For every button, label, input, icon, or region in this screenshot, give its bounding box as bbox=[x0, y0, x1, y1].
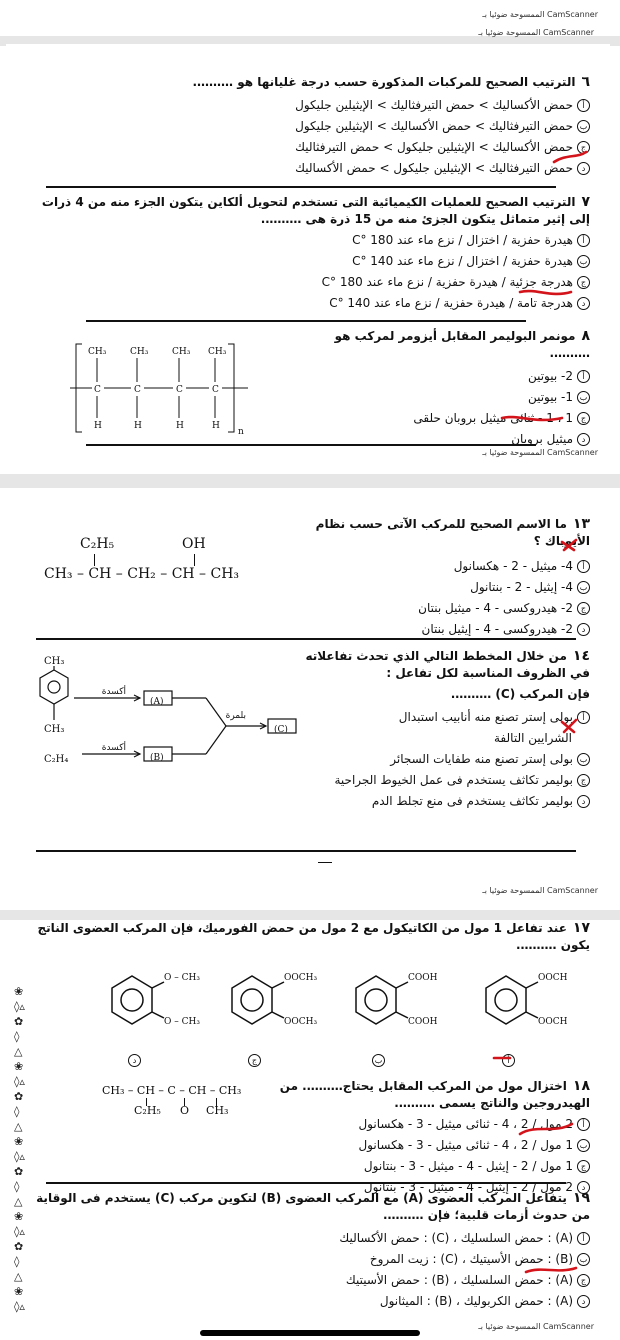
answer-tick-q7 bbox=[520, 291, 571, 294]
question-number: ١٩ bbox=[572, 1190, 590, 1206]
hydrogen-label: H bbox=[134, 421, 142, 431]
arrow-a-label: (A) bbox=[150, 697, 164, 707]
option-mark: أ bbox=[577, 370, 590, 383]
option-mark: ب bbox=[577, 391, 590, 404]
option-mark: د bbox=[577, 1181, 590, 1194]
sidebar-glyphs: ❀◊▵✿◊△❀◊▵✿◊△❀◊▵✿◊△❀◊▵✿◊△❀◊▵ bbox=[14, 985, 25, 1313]
question-text: ما الاسم الصحيح للمركب الآتى حسب نظام الأيوباك ؟ bbox=[315, 517, 590, 548]
question-text: من خلال المخطط التالي الذي تحدث تفاعلاته bbox=[305, 649, 567, 663]
option-mark: أ bbox=[502, 1054, 515, 1067]
option-text: 1 مول / 2 ، 4 - ثنائى ميثيل - 3 - هكسانول bbox=[358, 1138, 573, 1152]
formula-substituent: O bbox=[180, 1104, 190, 1117]
formula-substituent: C₂H₅ bbox=[134, 1104, 161, 1117]
option-mark: د bbox=[577, 795, 590, 808]
option-text: بوليمر تكاثف يستخدم فى منع تجلط الدم bbox=[371, 794, 573, 808]
option-mark: أ bbox=[577, 711, 590, 724]
option-text: 1 ، 1 - ثنائى ميثيل بروبان حلقى bbox=[413, 411, 573, 425]
option-mark: ج bbox=[248, 1054, 261, 1067]
group-label: OOCH₃ bbox=[284, 1017, 318, 1027]
formula-substituent: C₂H₅ bbox=[80, 536, 115, 552]
option-mark: ج bbox=[577, 774, 590, 787]
home-indicator[interactable] bbox=[200, 1330, 420, 1336]
option-text: هدرجة تامة / هيدرة حفزية / نزع ماء عند 140 °C bbox=[329, 296, 573, 310]
ch3-label: CH₃ bbox=[88, 347, 107, 357]
ch3-label: CH₃ bbox=[208, 347, 227, 357]
question-number: ٧ bbox=[581, 194, 590, 210]
option-mark: ج bbox=[577, 141, 590, 154]
group-label: OOCH₃ bbox=[284, 973, 318, 983]
option-text: 1 مول / 2 - إيثيل - 4 - ميثيل - 3 - بنتانول bbox=[363, 1159, 573, 1173]
carbon-label: C bbox=[212, 385, 219, 395]
carbon-label: C bbox=[176, 385, 183, 395]
ch3-label: CH₃ bbox=[172, 347, 191, 357]
formula-main-chain: CH₃ – CH – CH₂ – CH – CH₃ bbox=[44, 566, 240, 582]
group-label: OOCH bbox=[538, 1017, 568, 1027]
option-text: ميثيل بروبان bbox=[511, 432, 573, 446]
group-label: COOH bbox=[408, 973, 438, 983]
option-mark: د bbox=[577, 433, 590, 446]
oxidation-label: أكسدة bbox=[101, 687, 126, 697]
hydrogen-label: H bbox=[212, 421, 220, 431]
ethene-label: C₂H₄ bbox=[44, 754, 69, 765]
option-mark: أ bbox=[577, 234, 590, 247]
option-text: 2- هيدروكسى - 4 - إيثيل بنتان bbox=[421, 622, 573, 636]
question-text: يتفاعل المركب العضوى (A) مع المركب العضوى (B) لتكوين مركب (C) يستخدم فى الوقاية من حدوث أزمات قلبية؛ فإن ………. bbox=[36, 1191, 590, 1222]
repeat-n-label: n bbox=[238, 427, 244, 437]
option-mark: أ bbox=[577, 1232, 590, 1245]
scanned-page-3 bbox=[6, 920, 610, 1340]
ch3-label: CH₃ bbox=[44, 656, 65, 667]
scanned-page-1 bbox=[6, 28, 610, 460]
option-mark: ب bbox=[577, 1253, 590, 1266]
option-mark: ج bbox=[577, 1160, 590, 1173]
option-text: 2- هيدروكسى - 4 - ميثيل بنتان bbox=[418, 601, 573, 615]
formula-substituent: CH₃ bbox=[206, 1104, 229, 1117]
ch3-label: CH₃ bbox=[44, 724, 65, 735]
camscanner-label: الممسوحة ضوئيا بـ CamScanner bbox=[482, 448, 598, 457]
option-mark: أ bbox=[577, 99, 590, 112]
option-mark: د bbox=[577, 1295, 590, 1308]
group-label: O – CH₃ bbox=[164, 1017, 200, 1027]
handwritten-marks bbox=[6, 44, 610, 460]
handwritten-marks bbox=[6, 920, 610, 1340]
camscanner-label: الممسوحة ضوئيا بـ CamScanner bbox=[478, 1322, 594, 1331]
option-text: حمض الأكساليك > حمض التيرفثاليك > الإيثيلين جليكول bbox=[295, 98, 573, 112]
option-mark: ب bbox=[577, 581, 590, 594]
arrow-b-label: (B) bbox=[150, 753, 164, 763]
camscanner-label: الممسوحة ضوئيا بـ CamScanner bbox=[482, 886, 598, 895]
option-mark: ج bbox=[577, 602, 590, 615]
question-text: فإن المركب (C) ………. bbox=[450, 687, 590, 701]
question-text: اختزال مول من المركب المقابل يحتاج………. من الهيدروجين والناتج يسمى ………. bbox=[279, 1079, 590, 1110]
option-text: بوليمر تكاثف يستخدم فى عمل الخيوط الجراحية bbox=[334, 773, 573, 787]
option-text: 4- ميثيل - 2 - هكسانول bbox=[453, 559, 573, 573]
answer-tick-q19 bbox=[526, 1268, 576, 1272]
question-text: في الظروف المناسبة لكل تفاعل : bbox=[386, 666, 590, 680]
polymerization-label: بلمرة bbox=[225, 711, 246, 721]
option-mark: د bbox=[577, 297, 590, 310]
option-text: 1- بيوتين bbox=[527, 390, 573, 404]
option-text: (A) : حمض الكربوليك ، (B) : الميثانول bbox=[379, 1294, 573, 1308]
formula-main-chain: CH₃ – CH – C – CH – CH₃ bbox=[102, 1084, 242, 1097]
option-text: حمض التيرفثاليك > الإيثيلين جليكول > حمض الأكساليك bbox=[295, 161, 573, 175]
answer-tick-q14 bbox=[562, 720, 576, 732]
option-text: بولى إستر تصنع منه طفايات السجائر bbox=[390, 752, 573, 766]
scanned-page-2 bbox=[6, 488, 610, 868]
option-mark: ب bbox=[577, 120, 590, 133]
option-mark: أ bbox=[577, 560, 590, 573]
question-number: ٦ bbox=[581, 74, 590, 90]
option-text: حمض التيرفثاليك > حمض الأكساليك > الإيثيلين جليكول bbox=[295, 119, 573, 133]
oxidation-label: أكسدة bbox=[101, 743, 126, 753]
question-text: الترتيب الصحيح للمركبات المذكورة حسب درجة غليانها هو ………. bbox=[192, 75, 576, 89]
answer-tick-q13 bbox=[562, 540, 576, 550]
question-text: عند تفاعل 1 مول من الكاتيكول مع 2 مول من حمض الفورميك، فإن المركب العضوى الناتج يكون ………. bbox=[37, 921, 590, 952]
option-text: (B) : حمض الأسيتيك ، (C) : زيت المروخ bbox=[369, 1252, 573, 1266]
option-text: 2- بيوتين bbox=[527, 369, 573, 383]
page-gap bbox=[0, 474, 620, 488]
answer-tick-q18 bbox=[520, 1124, 572, 1134]
handwritten-marks bbox=[6, 488, 610, 868]
group-label: O – CH₃ bbox=[164, 973, 200, 983]
option-mark: د bbox=[128, 1054, 141, 1067]
option-mark: ج bbox=[577, 1274, 590, 1287]
option-mark: د bbox=[577, 162, 590, 175]
answer-tick-q6 bbox=[554, 152, 586, 162]
arrow-c-label: (C) bbox=[274, 725, 288, 735]
hydrogen-label: H bbox=[176, 421, 184, 431]
option-text: بولى إستر تصنع منه أنابيب استبدال bbox=[398, 710, 573, 724]
option-text: 2 مول / 2 ، 4 - ثنائى ميثيل - 3 - هكسانول bbox=[358, 1117, 573, 1131]
option-mark: ب bbox=[577, 255, 590, 268]
ch3-label: CH₃ bbox=[130, 347, 149, 357]
option-mark: د bbox=[577, 623, 590, 636]
option-text: الشرايين التالفة bbox=[494, 731, 572, 745]
page-gap bbox=[0, 910, 620, 920]
option-text: هيدرة حفزية / اختزال / نزع ماء عند 180 °C bbox=[352, 233, 573, 247]
question-text: الترتيب الصحيح للعمليات الكيميائية التى تستخدم لتحويل ألكاين يتكون الجزء منه من 4 ذرات إلى إثير متماثل يتكون الجزئ منه من 15 ذرة هى ………. bbox=[41, 195, 590, 226]
group-label: COOH bbox=[408, 1017, 438, 1027]
hydrogen-label: H bbox=[94, 421, 102, 431]
option-text: حمض الأكساليك > الإيثيلين جليكول > حمض التيرفثاليك bbox=[295, 140, 573, 154]
option-mark: ج bbox=[577, 412, 590, 425]
option-text: (A) : حمض السلسليك ، (B) : حمض الأسيتيك bbox=[345, 1273, 573, 1287]
option-text: هدرجة جزئية / هيدرة حفزية / نزع ماء عند 180 °C bbox=[321, 275, 573, 289]
question-text: مونمر البوليمر المقابل أيزومر لمركب هو ………. bbox=[334, 329, 590, 360]
carbon-label: C bbox=[134, 385, 141, 395]
question-number: ١٨ bbox=[572, 1078, 590, 1094]
question-number: ١٤ bbox=[572, 648, 590, 664]
option-text: (A) : حمض السلسليك ، (C) : حمض الأكساليك bbox=[339, 1231, 573, 1245]
option-text: هيدرة حفزية / اختزال / نزع ماء عند 140 °C bbox=[352, 254, 573, 268]
option-mark: ج bbox=[577, 276, 590, 289]
option-mark: ب bbox=[577, 753, 590, 766]
question-number: ٨ bbox=[581, 328, 590, 344]
camscanner-label: الممسوحة ضوئيا بـ CamScanner bbox=[478, 28, 594, 37]
option-text: 4- إيثيل - 2 - بنتانول bbox=[470, 580, 573, 594]
option-text: 2 مول / 2 - إيثيل - 4 - ميثيل - 3 - بنتانول bbox=[363, 1180, 573, 1194]
question-number: ١٧ bbox=[572, 920, 590, 936]
camscanner-label: الممسوحة ضوئيا بـ CamScanner bbox=[482, 10, 598, 19]
option-mark: أ bbox=[577, 1118, 590, 1131]
answer-tick-q8 bbox=[502, 417, 562, 420]
carbon-label: C bbox=[94, 385, 101, 395]
formula-substituent: OH bbox=[182, 536, 206, 552]
group-label: OOCH bbox=[538, 973, 568, 983]
option-mark: ب bbox=[372, 1054, 385, 1067]
option-mark: ب bbox=[577, 1139, 590, 1152]
question-number: ١٣ bbox=[572, 516, 590, 532]
